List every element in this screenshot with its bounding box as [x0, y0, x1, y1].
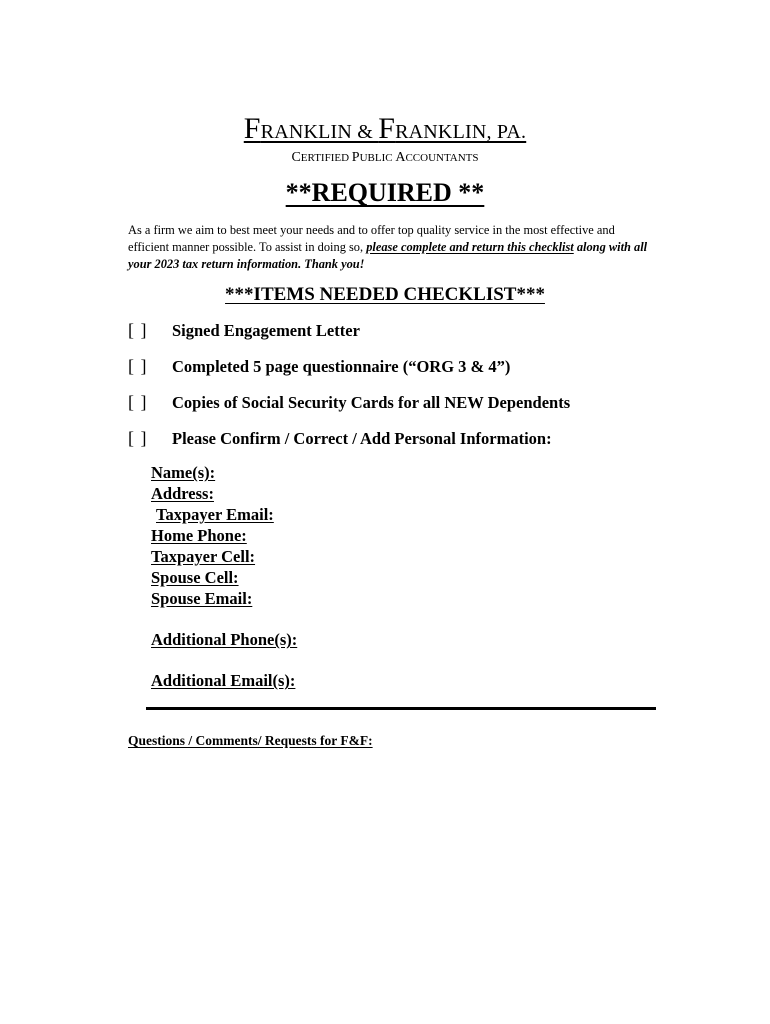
intro-emphasis-text: along with all your 2023 tax return information. Thank you!	[128, 240, 648, 271]
taxpayer-email-field-label[interactable]: Taxpayer Email:	[156, 505, 274, 524]
checkbox-brackets[interactable]: [ ]	[128, 392, 148, 412]
checklist-item-label: Copies of Social Security Cards for all NEW Dependents	[172, 393, 571, 412]
subtitle-initial-a: A	[395, 150, 406, 165]
additional-emails-field-label[interactable]: Additional Email(s):	[151, 671, 296, 690]
intro-plain-text: As a firm we aim to best meet your needs and to offer top quality service in the most effective and efficient manner possible. To assist in doing so,	[128, 223, 615, 254]
firm-name-initial-1: F	[243, 112, 261, 145]
subtitle-part-public: UBLIC	[359, 152, 396, 164]
checklist-title: ***ITEMS NEEDED CHECKLIST***	[225, 284, 545, 305]
checklist-item-social-security-cards[interactable]	[128, 392, 570, 413]
checklist-item-questionnaire[interactable]	[128, 356, 510, 377]
subtitle-part-certified: ERTIFIED	[300, 152, 352, 164]
checklist-item-engagement-letter[interactable]	[128, 320, 360, 341]
checkbox-brackets[interactable]: [ ]	[128, 428, 148, 448]
spouse-email-field-label[interactable]: Spouse Email:	[151, 589, 253, 608]
spacer	[151, 650, 297, 670]
firm-subtitle	[0, 150, 770, 166]
subtitle-initial-c: C	[291, 150, 301, 165]
checklist-item-personal-information[interactable]	[128, 428, 552, 449]
intro-paragraph	[128, 222, 648, 273]
names-field-label[interactable]: Name(s):	[151, 463, 216, 482]
questions-comments-label[interactable]: Questions / Comments/ Requests for F&F:	[128, 733, 373, 748]
firm-name-initial-2: F	[378, 112, 396, 145]
checklist-item-label: Please Confirm / Correct / Add Personal Information:	[172, 429, 552, 448]
required-heading: **REQUIRED **	[285, 178, 485, 207]
subtitle-part-accountants: CCOUNTANTS	[405, 152, 479, 164]
checkbox-brackets[interactable]: [ ]	[128, 320, 148, 340]
firm-name	[0, 112, 770, 146]
firm-name-part-1: RANKLIN &	[260, 121, 379, 143]
intro-emphasis-underlined: please complete and return this checklist	[366, 240, 574, 254]
horizontal-rule	[146, 707, 656, 710]
taxpayer-cell-field-label[interactable]: Taxpayer Cell:	[151, 547, 256, 566]
subtitle-initial-p: P	[351, 150, 360, 165]
personal-info-block	[151, 462, 297, 691]
address-field-label[interactable]: Address:	[151, 484, 214, 503]
spouse-cell-field-label[interactable]: Spouse Cell:	[151, 568, 239, 587]
checklist-item-label: Signed Engagement Letter	[172, 321, 360, 340]
checkbox-brackets[interactable]: [ ]	[128, 356, 148, 376]
additional-phones-field-label[interactable]: Additional Phone(s):	[151, 630, 298, 649]
home-phone-field-label[interactable]: Home Phone:	[151, 526, 247, 545]
checklist-item-label: Completed 5 page questionnaire (“ORG 3 & 4”)	[172, 357, 511, 376]
firm-name-part-2: RANKLIN, PA.	[395, 121, 527, 143]
spacer	[151, 609, 297, 629]
